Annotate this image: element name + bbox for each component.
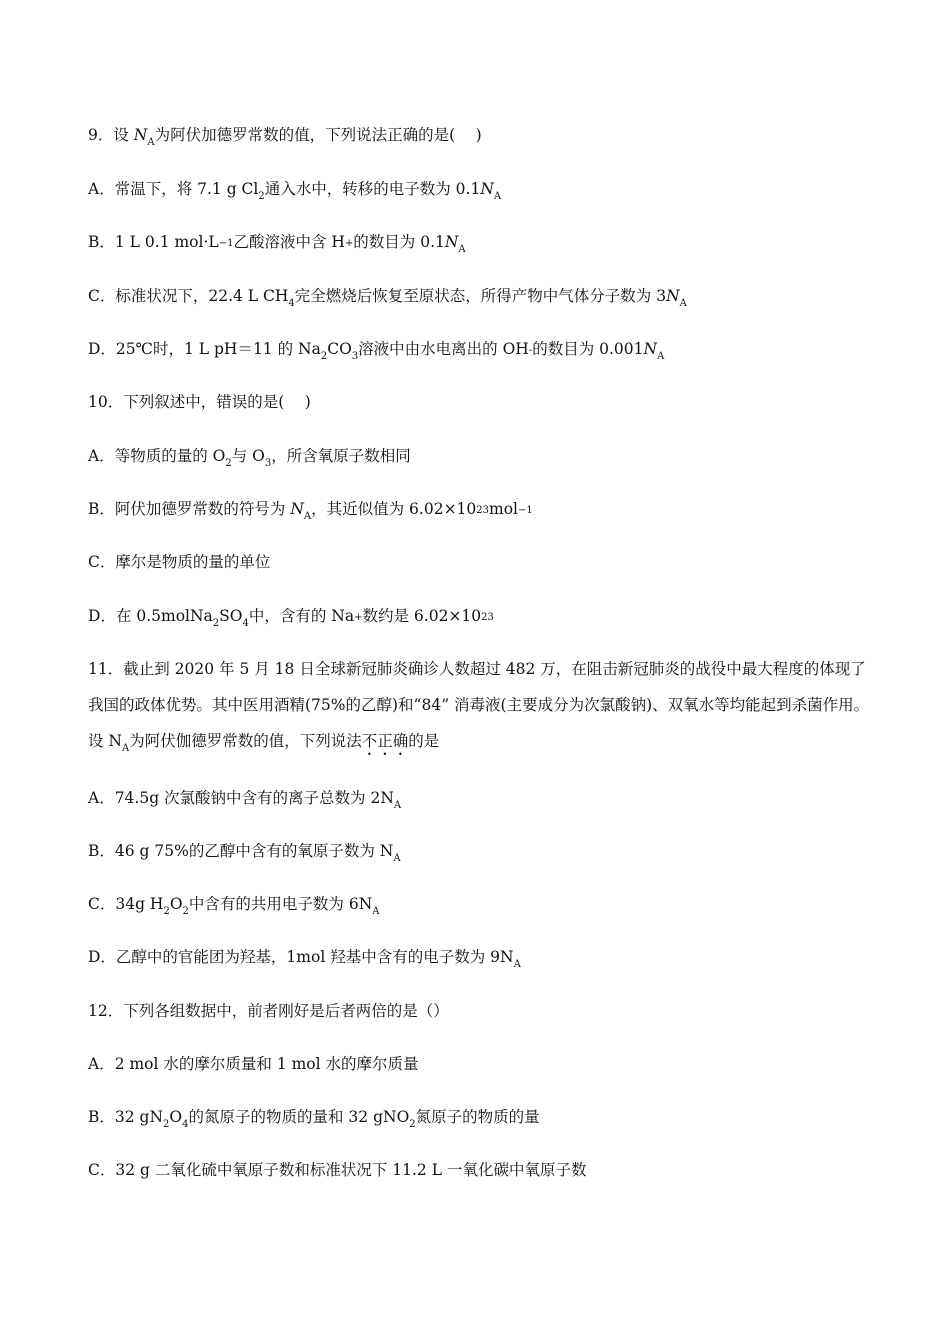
question-11-option-d: D．乙醇中的官能团为羟基，1mol 羟基中含有的电子数为 $9N_A$ [88,948,521,970]
question-11-option-a: A．74.5g 次氯酸钠中含有的离子总数为 $2N_A$ [88,789,402,811]
question-10-option-b: B．阿伏加德罗常数的符号为 $N_A$，其近似值为 6.02×1023mol−1 [88,500,533,522]
question-11-option-c: C．34g $H_2O_2$中含有的共用电子数为 $6N_A$ [88,895,380,917]
question-10-option-a: A．等物质的量的 $O_2$与 $O_3$，所含氧原子数相同 [88,447,411,469]
question-10-option-c: C．摩尔是物质的量的单位 [88,553,271,571]
question-9-stem: 9．设 $N_A$为阿伏加德罗常数的值，下列说法正确的是( ) [88,126,482,148]
question-11-stem: 11．截止到 2020 年 5 月 18 日全球新冠肺炎确诊人数超过 482 万，在阻击新冠肺炎的战役中最大程度的体现了我国的政体优势。其中医用酒精(75%的乙醇)和“84” 消毒液(主要成分为次氯酸钠)、双氧水等均能起到杀菌作用。设 $N_A$为阿伏伽德罗常数的值，下列说法不正确的是 [88,660,870,754]
question-9-option-d: D．25℃时，1 L pH＝11 的 $Na_2CO_3$溶液中由水电离出的 OH-的数目为 $0.001N_A$ [88,340,665,362]
question-12-option-a: A．2 mol 水的摩尔质量和 1 mol 水的摩尔质量 [88,1055,419,1073]
question-9-option-a: A．常温下，将 7.1 g $Cl_2$通入水中，转移的电子数为 $0.1N_A$ [88,180,502,202]
question-11-option-b: B．46 g 75%的乙醇中含有的氧原子数为 $N_A$ [88,842,401,864]
question-9-option-b: B．1 L 0.1 mol·L−1乙酸溶液中含 H+的数目为 $0.1N_A$ [88,233,466,255]
question-10-stem: 10．下列叙述中，错误的是( ) [88,393,311,411]
question-12-option-b: B．32 $gN_2O_4$的氮原子的物质的量和 32 gNO$_2$氮原子的物质的量 [88,1108,540,1130]
question-9-option-c: C．标准状况下，22.4 L $CH_4$完全燃烧后恢复至原状态，所得产物中气体分子数为 $3N_A$ [88,287,687,309]
emphasis-not-correct: 不正确 [361,732,409,750]
question-10-option-d: D．在 $0.5molNa_2SO_4$中，含有的 Na+数约是 6.02×1023 [88,607,494,629]
question-12-stem: 12．下列各组数据中，前者刚好是后者两倍的是（） [88,1002,449,1020]
question-12-option-c: C．32 g 二氧化硫中氧原子数和标准状况下 11.2 L 一氧化碳中氧原子数 [88,1161,587,1179]
